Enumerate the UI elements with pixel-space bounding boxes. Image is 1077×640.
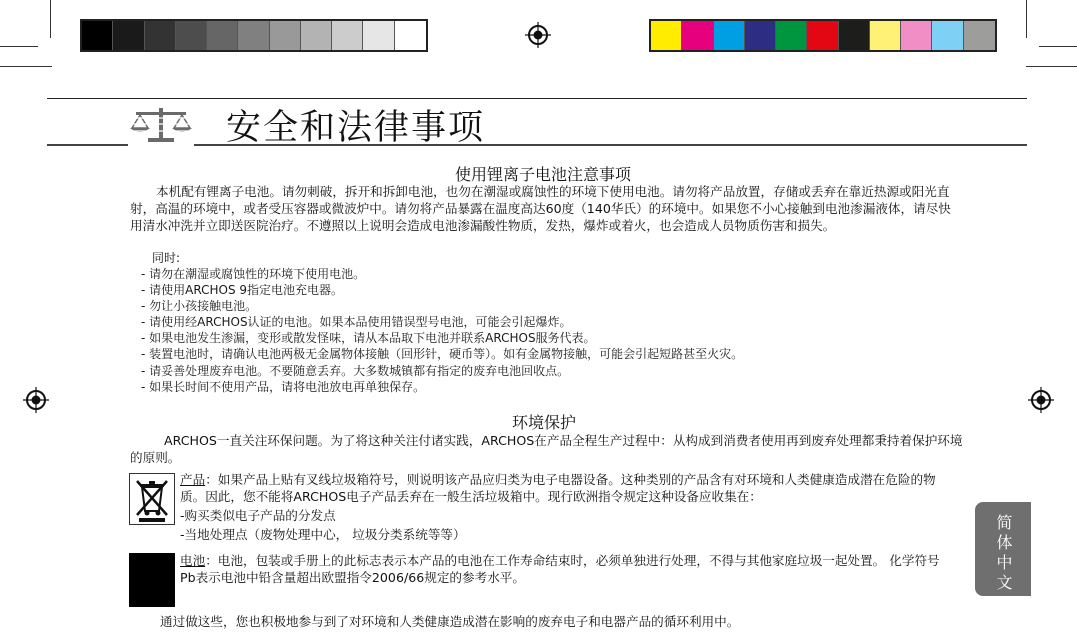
crop-mark bbox=[1026, 0, 1027, 38]
product-point-2: -当地处理点（废物处理中心， 垃圾分类系统等等） bbox=[180, 527, 466, 542]
crop-mark bbox=[0, 66, 52, 67]
color-swatch bbox=[363, 21, 394, 50]
list-item: - 请勿在潮湿或腐蚀性的环境下使用电池。 bbox=[141, 267, 366, 281]
color-swatch bbox=[301, 21, 332, 50]
list-item: - 装置电池时，请确认电池两极无金属物体接触（回形针，硬币等）。如有金属物接触，可能会引起短路甚至火灾。 bbox=[141, 347, 744, 362]
grayscale-swatch-bar bbox=[80, 19, 428, 52]
language-tab bbox=[975, 502, 1031, 596]
product-block bbox=[180, 471, 955, 543]
also-label: 同时: bbox=[152, 251, 181, 265]
color-swatch bbox=[714, 21, 745, 50]
product-text: ：如果产品上贴有叉线垃圾箱符号，则说明该产品应归类为电子电器设备。这种类别的产品含有对环境和人类健康造成潜在危险的物质。因此，您不能将ARCHOS电子产品丢弃在一般生活垃圾箱中。现行欧洲指令规定这种设备应收集在： bbox=[180, 472, 936, 504]
color-swatch bbox=[776, 21, 807, 50]
product-label: 产品 bbox=[180, 472, 206, 487]
color-swatch bbox=[651, 21, 682, 50]
battery-section-heading: 使用锂离子电池注意事项 bbox=[455, 165, 632, 184]
list-item: - 如果长时间不使用产品，请将电池放电再单独保存。 bbox=[141, 379, 426, 394]
scales-icon bbox=[128, 104, 194, 146]
crop-mark bbox=[50, 0, 51, 38]
battery-bullet-list bbox=[141, 266, 743, 395]
color-swatch bbox=[807, 21, 838, 50]
color-swatch bbox=[870, 21, 901, 50]
color-swatch bbox=[238, 21, 269, 50]
color-swatch bbox=[395, 21, 426, 50]
color-swatch bbox=[839, 21, 870, 50]
crop-mark bbox=[0, 46, 38, 47]
color-swatch bbox=[332, 21, 363, 50]
color-swatch bbox=[682, 21, 713, 50]
crop-mark bbox=[1039, 46, 1077, 47]
color-swatch bbox=[901, 21, 932, 50]
battery-block bbox=[180, 552, 950, 586]
header-rule-top bbox=[47, 98, 1027, 99]
language-tab-label: 简体中文 bbox=[994, 514, 1013, 594]
color-swatch bbox=[145, 21, 176, 50]
battery-text: ：电池，包装或手册上的此标志表示本产品的电池在工作寿命结束时，必须单独进行处理，不得与其他家庭垃圾一起处置。 化学符号Pb表示电池中铅含量超出欧盟指令2006/66规定的参考水平。 bbox=[180, 553, 940, 585]
env-section-heading: 环境保护 bbox=[512, 413, 577, 432]
crossed-bin-icon bbox=[129, 473, 175, 525]
registration-mark-icon bbox=[1028, 387, 1054, 413]
color-swatch bbox=[176, 21, 207, 50]
list-item: - 请妥善处理废弃电池。不要随意丢弃。大多数城镇都有指定的废弃电池回收点。 bbox=[141, 363, 570, 378]
list-item: - 请使用ARCHOS 9指定电池充电器。 bbox=[141, 283, 344, 298]
color-swatch bbox=[113, 21, 144, 50]
color-swatch bbox=[964, 21, 995, 50]
color-swatch bbox=[207, 21, 238, 50]
page-title: 安全和法律事项 bbox=[226, 108, 486, 148]
battery-paragraph bbox=[130, 183, 962, 234]
registration-mark-icon bbox=[23, 387, 49, 413]
closing-text: 通过做这些，您也积极地参与到了对环境和人类健康造成潜在影响的废弃电子和电器产品的循环利用中。 bbox=[160, 614, 740, 629]
env-intro bbox=[130, 432, 966, 466]
list-item: - 勿让小孩接触电池。 bbox=[141, 299, 258, 314]
env-intro-text: ARCHOS一直关注环保问题。为了将这种关注付诸实践，ARCHOS在产品全程生产过程中：从构成到消费者使用再到废弃处理都秉持着保护环境的原则。 bbox=[130, 433, 963, 465]
list-item: - 如果电池发生渗漏，变形或散发怪味，请从本品取下电池并联系ARCHOS服务代表。 bbox=[141, 331, 596, 346]
color-swatch-bar bbox=[649, 19, 997, 52]
product-point-1: -购买类似电子产品的分发点 bbox=[180, 508, 336, 523]
registration-mark-icon bbox=[525, 22, 551, 48]
header-rule-bottom bbox=[47, 144, 1027, 146]
battery-symbol-icon bbox=[129, 553, 175, 607]
battery-paragraph-text: 本机配有锂离子电池。请勿刺破，拆开和拆卸电池，也勿在潮湿或腐蚀性的环境下使用电池。请勿将产品放置，存储或丢弃在靠近热源或阳光直射，高温的环境中，或者受压容器或微波炉中。请勿将产品暴露在温度高达60度（140华氏）的环境中。如果您不小心接触到电池渗漏液体，请尽快用清水冲洗并立即送医院治疗。不遵照以上说明会造成电池渗漏酸性物质，发热，爆炸或着火，也会造成人员物质伤害和损失。 bbox=[130, 184, 951, 233]
list-item: - 请使用经ARCHOS认证的电池。如果本品使用错误型号电池，可能会引起爆炸。 bbox=[141, 315, 572, 330]
color-swatch bbox=[932, 21, 963, 50]
battery-label: 电池 bbox=[180, 553, 206, 568]
color-swatch bbox=[270, 21, 301, 50]
crop-mark bbox=[1026, 66, 1077, 67]
color-swatch bbox=[82, 21, 113, 50]
color-swatch bbox=[745, 21, 776, 50]
